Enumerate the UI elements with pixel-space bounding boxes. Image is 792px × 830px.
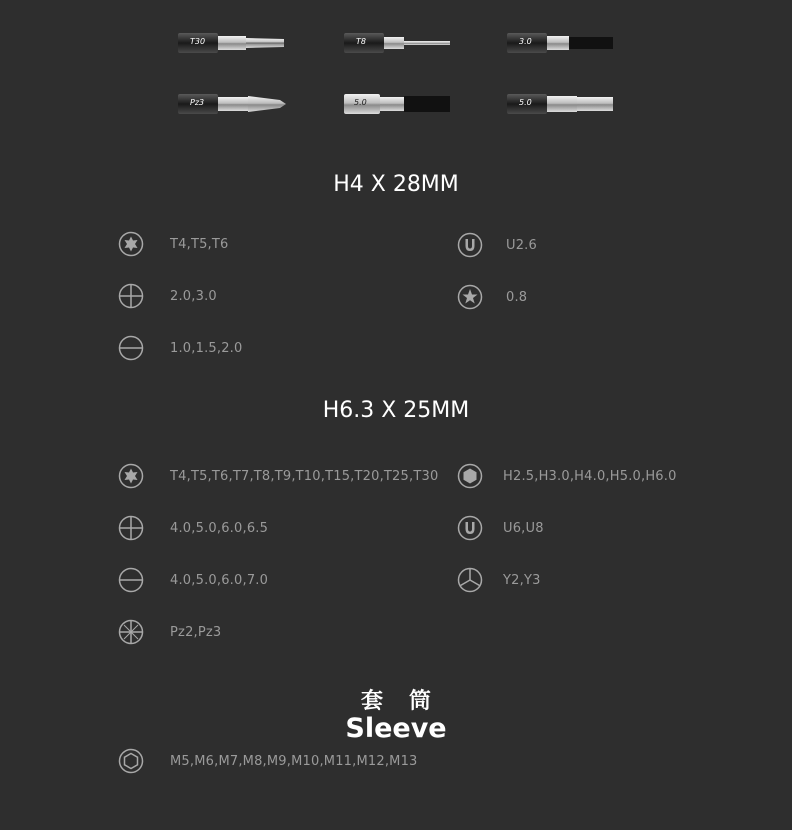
bit-slot-5 [342, 91, 452, 117]
spec-row [118, 515, 268, 541]
bit-label: 5.0 [519, 98, 532, 107]
bit-label: 3.0 [519, 37, 532, 46]
spec-row [457, 567, 541, 593]
spec-row [118, 335, 243, 361]
pozidriv-icon [118, 619, 144, 645]
star-icon [457, 284, 483, 310]
spec-text: M5,M6,M7,M8,M9,M10,M11,M12,M13 [170, 753, 418, 769]
bit-label: 5.0 [354, 98, 367, 107]
spec-row [457, 284, 527, 310]
slotted-icon [118, 335, 144, 361]
slotted-icon [118, 567, 144, 593]
bit-label: T8 [356, 37, 366, 46]
bit-label: T30 [190, 37, 206, 46]
spec-text: 1.0,1.5,2.0 [170, 340, 243, 356]
socket-icon [118, 748, 144, 774]
spec-text: Pz2,Pz3 [170, 624, 222, 640]
spec-text: U2.6 [506, 237, 537, 253]
u-icon [457, 515, 483, 541]
spec-text: 0.8 [506, 289, 528, 305]
bit-pz3 [176, 91, 288, 117]
bit-hex-5 [505, 91, 615, 117]
spec-text: 4.0,5.0,6.0,7.0 [170, 572, 269, 588]
section-title-h63: H6.3 X 25MM [322, 398, 470, 423]
spec-row [118, 231, 229, 257]
spec-row [457, 515, 544, 541]
spec-text: H2.5,H3.0,H4.0,H5.0,H6.0 [503, 468, 677, 484]
bit-t8 [342, 31, 452, 55]
spec-row [118, 463, 438, 489]
bit-slot-3 [505, 31, 615, 55]
hex-icon [457, 463, 483, 489]
spec-row [118, 748, 418, 774]
section-title-h4: H4 X 28MM [333, 172, 459, 197]
phillips-icon [118, 515, 144, 541]
spec-text: U6,U8 [503, 520, 544, 536]
spec-text: T4,T5,T6 [170, 236, 229, 252]
spec-row [118, 567, 268, 593]
torx-icon [118, 231, 144, 257]
spec-row [118, 283, 217, 309]
sleeve-title-cn: 套筒 [360, 689, 457, 714]
bit-t30 [176, 31, 286, 55]
spec-text: 4.0,5.0,6.0,6.5 [170, 520, 269, 536]
spec-text: T4,T5,T6,T7,T8,T9,T10,T15,T20,T25,T30 [170, 468, 439, 484]
u-icon [457, 232, 483, 258]
bit-label: Pz3 [190, 98, 205, 107]
spec-text: Y2,Y3 [503, 572, 541, 588]
spec-row [457, 463, 677, 489]
spec-text: 2.0,3.0 [170, 288, 217, 304]
phillips-icon [118, 283, 144, 309]
spec-row [118, 619, 221, 645]
sleeve-title-en: Sleeve [345, 713, 447, 744]
tri-wing-icon [457, 567, 483, 593]
torx-icon [118, 463, 144, 489]
spec-row [457, 232, 537, 258]
